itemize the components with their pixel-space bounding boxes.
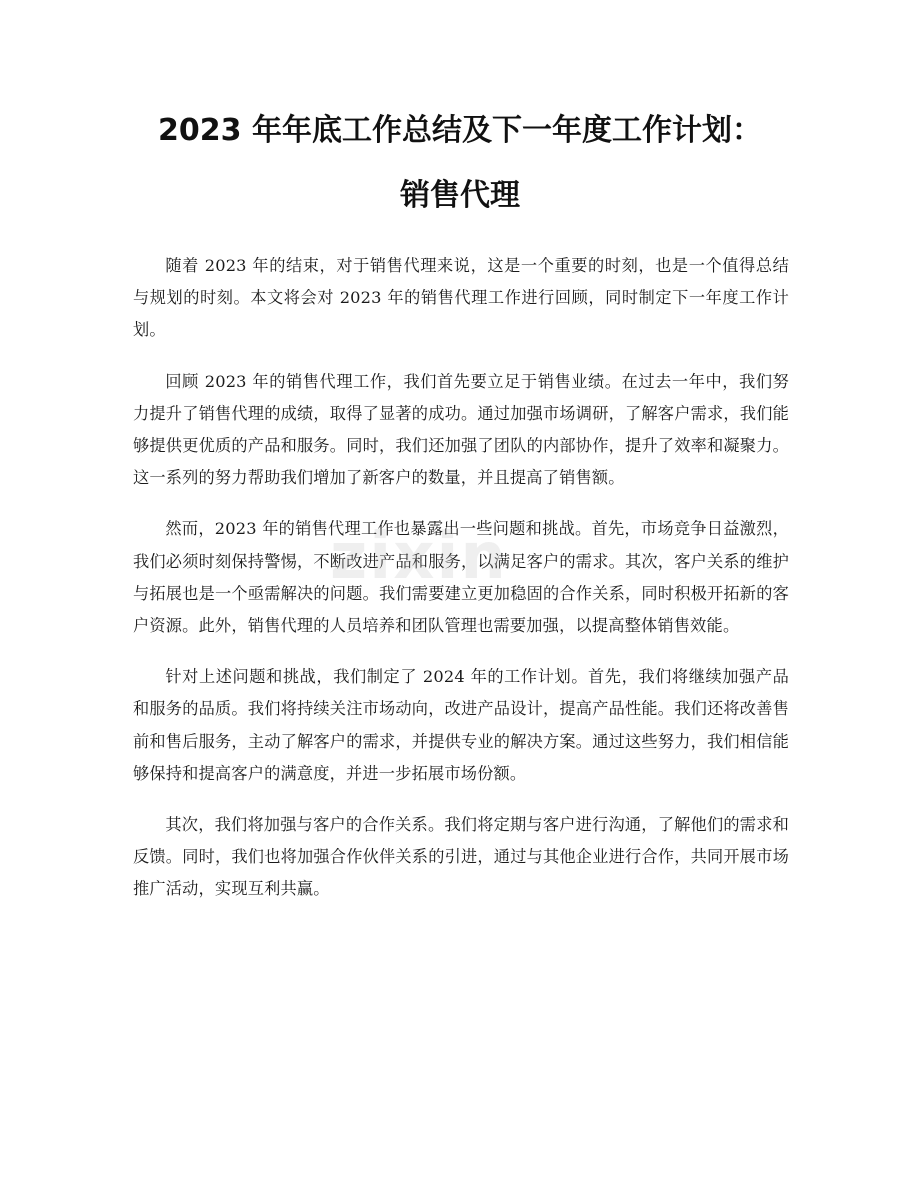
paragraph-2: 回顾 2023 年的销售代理工作，我们首先要立足于销售业绩。在过去一年中，我们努力提升了销售代理的成绩，取得了显著的成功。通过加强市场调研，了解客户需求，我们能够提供更优质的产品和服务。同时，我们还加强了团队的内部协作，提升了效率和凝聚力。这一系列的努力帮助我们增加了新客户的数量，并且提高了销售额。 [133,371,789,488]
paragraph-1: 随着 2023 年的结束，对于销售代理来说，这是一个重要的时刻，也是一个值得总结与规划的时刻。本文将会对 2023 年的销售代理工作进行回顾，同时制定下一年度工作计划。 [133,256,789,340]
document-body [133,250,789,925]
document-title-line-1: 2023 年年底工作总结及下一年度工作计划： [158,113,762,148]
watermark: zixin [330,520,508,594]
document-title-line-2: 销售代理 [400,178,520,213]
paragraph-4: 针对上述问题和挑战，我们制定了 2024 年的工作计划。首先，我们将继续加强产品和服务的品质。我们将持续关注市场动向，改进产品设计，提高产品性能。我们还将改善售前和售后服务，主动了解客户的需求，并提供专业的解决方案。通过这些努力，我们相信能够保持和提高客户的满意度，并进一步拓展市场份额。 [133,667,789,783]
paragraph-5: 其次，我们将加强与客户的合作关系。我们将定期与客户进行沟通，了解他们的需求和反馈。同时，我们也将加强合作伙伴关系的引进，通过与其他企业进行合作，共同开展市场推广活动，实现互利共赢。 [133,815,789,899]
paragraph-3: 然而，2023 年的销售代理工作也暴露出一些问题和挑战。首先，市场竞争日益激烈，我们必须时刻保持警惕，不断改进产品和服务，以满足客户的需求。其次，客户关系的维护与拓展也是一个亟需解决的问题。我们需要建立更加稳固的合作关系，同时积极开拓新的客户资源。此外，销售代理的人员培养和团队管理也需要加强，以提高整体销售效能。 [133,519,789,636]
